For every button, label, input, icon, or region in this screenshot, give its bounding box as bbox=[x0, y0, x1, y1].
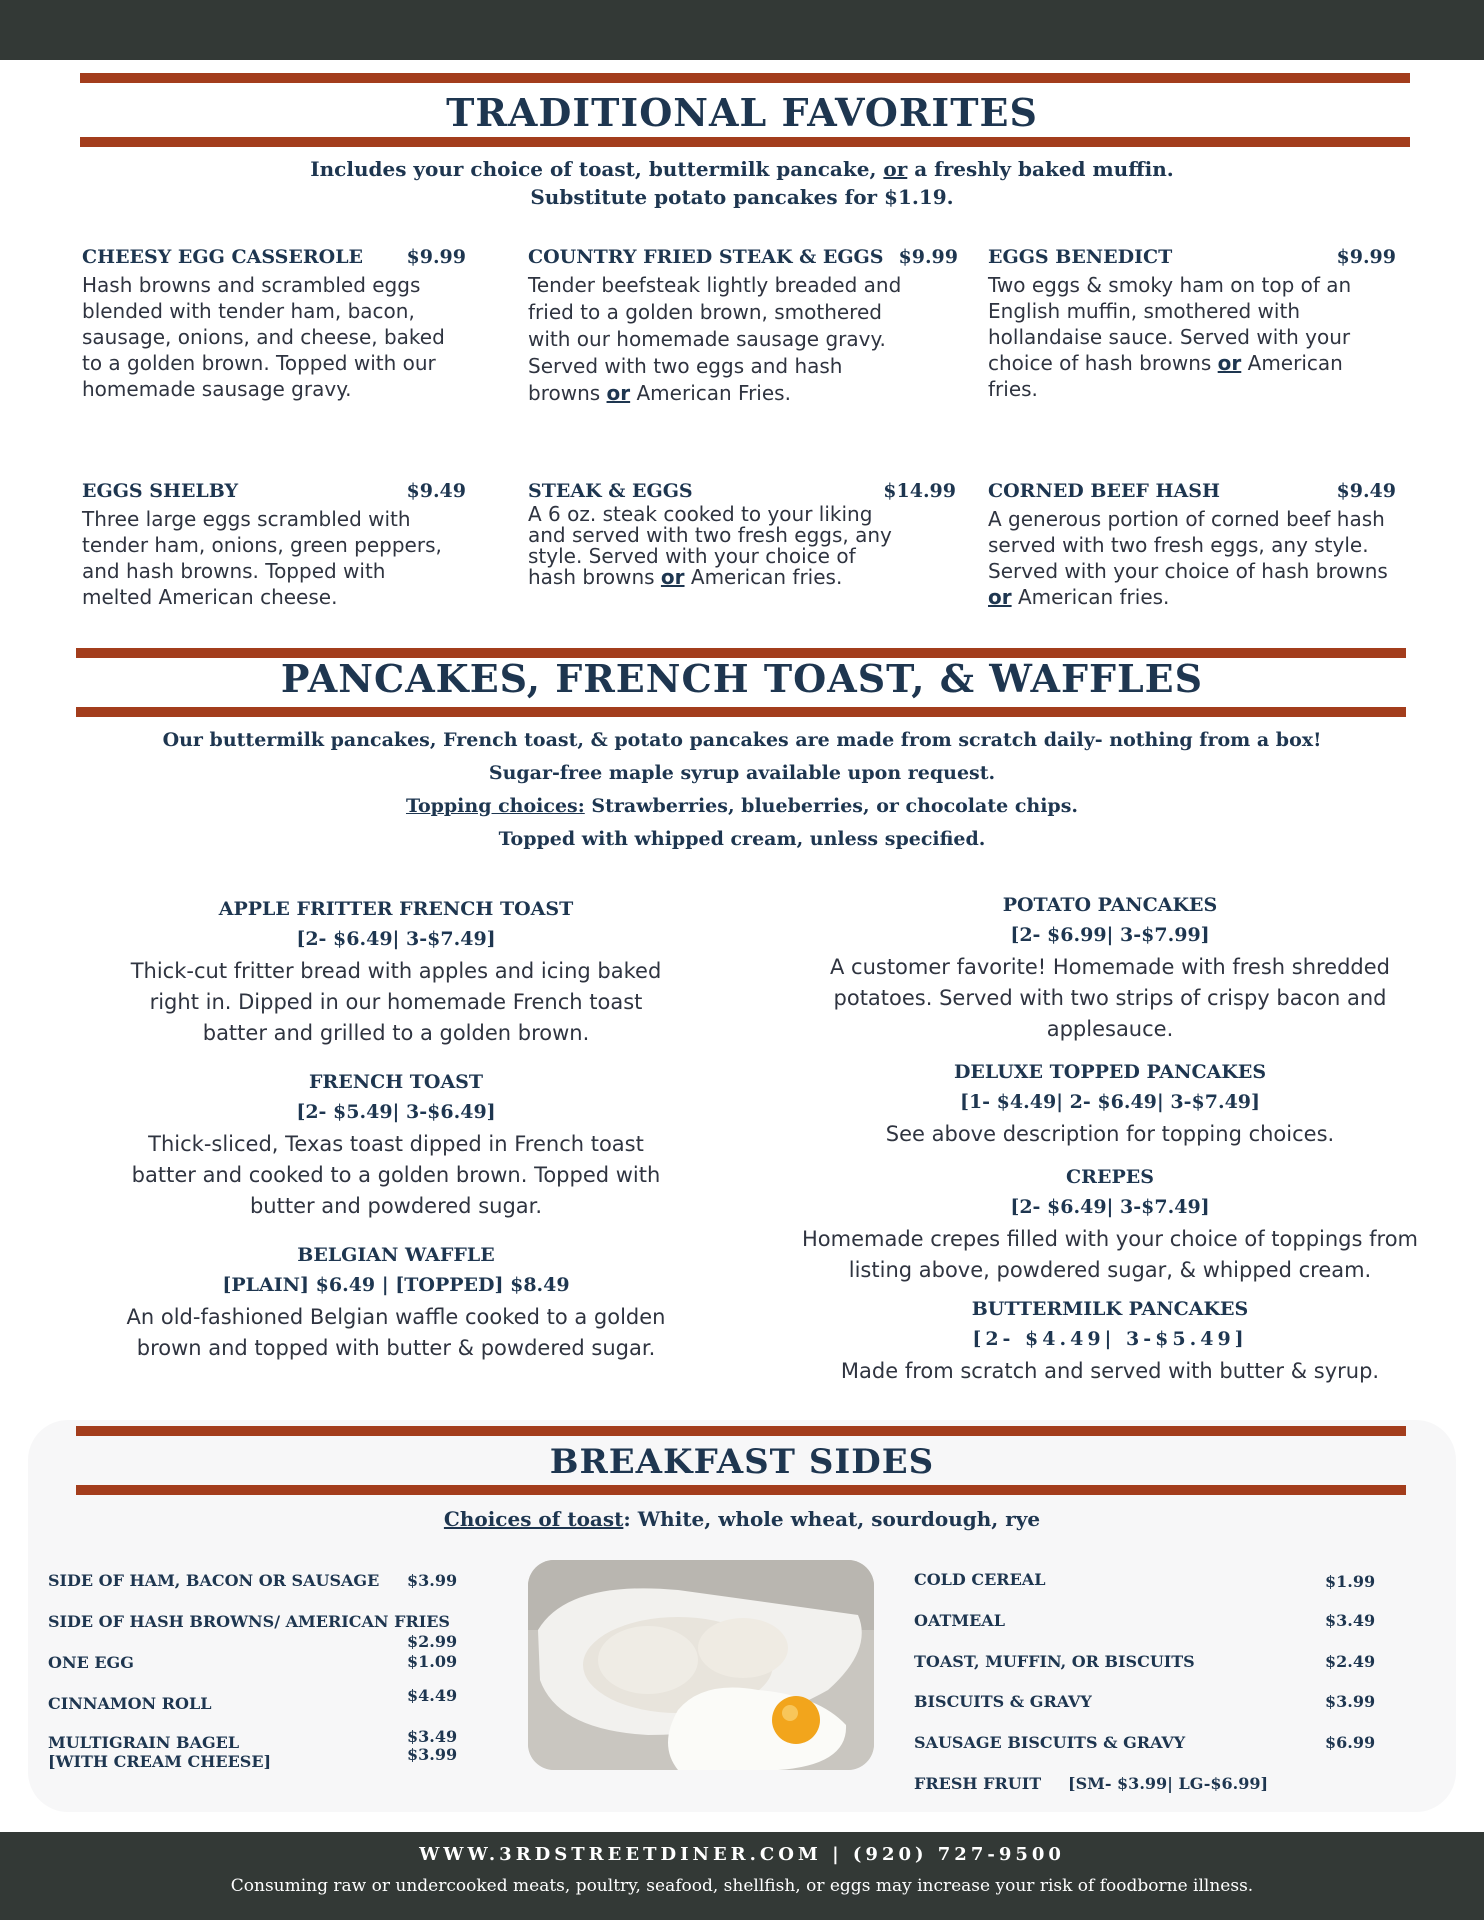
desc-or: or bbox=[660, 565, 685, 589]
food-photo bbox=[528, 1560, 874, 1770]
intro-text-2: a freshly baked muffin. bbox=[907, 157, 1174, 181]
topping-text: Strawberries, blueberries, or chocolate chips. bbox=[584, 795, 1079, 817]
item-desc: Three large eggs scrambled with tender ham, onions, green peppers, and hash browns. Topped with melted American cheese. bbox=[82, 507, 442, 609]
rule-sides-1 bbox=[76, 1426, 1406, 1436]
intro-text: Includes your choice of toast, buttermilk pancake, bbox=[310, 157, 884, 181]
menu-item bbox=[528, 244, 958, 407]
item-desc: Made from scratch and served with butter & syrup. bbox=[840, 1359, 1380, 1383]
item-name: EGGS SHELBY bbox=[82, 480, 239, 502]
desc-text-2: American Fries. bbox=[630, 381, 791, 405]
item-price: $9.99 bbox=[898, 246, 958, 268]
desc-text: Tender beefsteak lightly breaded and fried to a golden brown, smothered with our homemade sausage gravy. Served with two eggs and hash browns bbox=[528, 273, 902, 405]
desc-or: or bbox=[988, 585, 1012, 609]
item-price: $9.99 bbox=[406, 246, 466, 268]
item-name: CORNED BEEF HASH bbox=[988, 480, 1220, 502]
side-item-name: SAUSAGE BISCUITS & GRAVY bbox=[914, 1733, 1186, 1752]
menu-item bbox=[82, 244, 466, 402]
item-price: [PLAIN] $6.49 | [TOPPED] $8.49 bbox=[222, 1274, 570, 1296]
rule-pancakes-2 bbox=[76, 707, 1406, 717]
menu-item bbox=[988, 244, 1396, 402]
item-desc: An old-fashioned Belgian waffle cooked to a golden brown and topped with butter & powdered sugar. bbox=[126, 1305, 666, 1360]
menu-item bbox=[60, 894, 732, 1049]
intro-or: or bbox=[883, 157, 908, 181]
menu-item bbox=[772, 1294, 1448, 1387]
pancakes-intro bbox=[0, 724, 1484, 856]
item-name: CHEESY EGG CASSEROLE bbox=[82, 246, 364, 268]
item-name: APPLE FRITTER FRENCH TOAST bbox=[218, 898, 574, 920]
menu-item bbox=[772, 1162, 1448, 1286]
desc-text-2: American fries. bbox=[988, 351, 1343, 401]
item-name: CREPES bbox=[1066, 1166, 1154, 1188]
food-safety-disclaimer: Consuming raw or undercooked meats, poultry, seafood, shellfish, or eggs may increase your risk of foodborne illness. bbox=[230, 1876, 1254, 1896]
intro-substitute: Substitute potato pancakes for $1.19. bbox=[530, 185, 954, 209]
item-name: DELUXE TOPPED PANCAKES bbox=[953, 1061, 1267, 1083]
side-item-price: $4.49 bbox=[407, 1686, 458, 1705]
side-item-name: TOAST, MUFFIN, OR BISCUITS bbox=[914, 1652, 1195, 1671]
menu-item bbox=[988, 478, 1396, 610]
side-item-name: COLD CEREAL bbox=[914, 1570, 1046, 1589]
biscuits-gravy-photo bbox=[528, 1560, 874, 1770]
item-price: $9.49 bbox=[1336, 480, 1396, 502]
side-item-price: $2.99 bbox=[407, 1632, 458, 1651]
pancakes-intro-1: Our buttermilk pancakes, French toast, & potato pancakes are made from scratch daily- nothing from a box! bbox=[162, 729, 1322, 751]
item-name: FRENCH TOAST bbox=[308, 1071, 484, 1093]
desc-text-2: American fries. bbox=[1011, 585, 1170, 609]
side-item-name: MULTIGRAIN BAGEL bbox=[48, 1733, 240, 1752]
menu-item bbox=[528, 478, 956, 588]
desc-or: or bbox=[606, 381, 631, 405]
side-item-name: OATMEAL bbox=[914, 1611, 1005, 1630]
side-item-price: $3.49 bbox=[1325, 1611, 1376, 1630]
item-price: [1- $4.49| 2- $6.49| 3-$7.49] bbox=[959, 1091, 1261, 1113]
side-item-name: CINNAMON ROLL bbox=[48, 1694, 212, 1713]
toast-label: Choices of toast bbox=[443, 1507, 624, 1531]
side-item-price: $1.09 bbox=[407, 1652, 458, 1671]
top-bar bbox=[0, 0, 1484, 60]
item-name: EGGS BENEDICT bbox=[988, 246, 1173, 268]
topping-label: Topping choices: bbox=[405, 795, 585, 817]
rule-top-1 bbox=[80, 73, 1410, 83]
item-desc bbox=[988, 506, 1396, 610]
side-item-price: $3.99 bbox=[1325, 1692, 1376, 1711]
pancakes-intro-2: Sugar-free maple syrup available upon request. bbox=[488, 762, 996, 784]
sides-title: BREAKFAST SIDES bbox=[549, 1442, 935, 1482]
toast-choices bbox=[0, 1505, 1484, 1533]
traditional-title: TRADITIONAL FAVORITES bbox=[446, 90, 1038, 135]
item-desc: Thick-sliced, Texas toast dipped in French toast batter and cooked to a golden brown. Topped with butter and powdered sugar. bbox=[131, 1132, 661, 1218]
item-price: $9.99 bbox=[1336, 246, 1396, 268]
item-name: POTATO PANCAKES bbox=[1002, 894, 1218, 916]
item-desc: Homemade crepes filled with your choice of toppings from listing above, powdered sugar, & whipped cream. bbox=[801, 1227, 1418, 1282]
item-name: BUTTERMILK PANCAKES bbox=[971, 1298, 1249, 1320]
item-price: $9.49 bbox=[406, 480, 466, 502]
menu-item bbox=[60, 1240, 732, 1364]
side-item-name: BISCUITS & GRAVY bbox=[914, 1692, 1092, 1711]
side-item-price: $1.99 bbox=[1325, 1572, 1376, 1591]
side-item-name: SIDE OF HASH BROWNS/ AMERICAN FRIES bbox=[48, 1612, 450, 1631]
item-desc bbox=[528, 272, 908, 407]
side-item-price: $3.99 bbox=[407, 1571, 458, 1590]
item-price: [2- $6.49| 3-$7.49] bbox=[1010, 1196, 1210, 1218]
desc-text: Two eggs & smoky ham on top of an English muffin, smothered with hollandaise sauce. Served with your choice of hash browns bbox=[988, 273, 1352, 375]
item-name: COUNTRY FRIED STEAK & EGGS bbox=[528, 246, 884, 268]
item-desc: A customer favorite! Homemade with fresh shredded potatoes. Served with two strips of crispy bacon and applesauce. bbox=[829, 955, 1391, 1041]
item-price: [2- $4.49| 3-$5.49] bbox=[972, 1328, 1248, 1350]
item-price: [2- $6.99| 3-$7.99] bbox=[1010, 924, 1210, 946]
menu-item bbox=[82, 478, 466, 610]
desc-or: or bbox=[1217, 351, 1242, 375]
item-name: BELGIAN WAFFLE bbox=[297, 1244, 495, 1266]
toast-text: : White, whole wheat, sourdough, rye bbox=[623, 1507, 1041, 1531]
item-desc bbox=[528, 504, 908, 588]
item-name: STEAK & EGGS bbox=[528, 480, 693, 502]
side-item-price: [SM- $3.99| LG-$6.99] bbox=[1068, 1774, 1269, 1793]
item-desc: Thick-cut fritter bread with apples and icing baked right in. Dipped in our homemade French toast batter and grilled to a golden brown. bbox=[130, 959, 662, 1045]
item-price: [2- $6.49| 3-$7.49] bbox=[296, 928, 496, 950]
side-item-name: SIDE OF HAM, BACON OR SAUSAGE bbox=[48, 1571, 380, 1590]
side-item-price: $2.49 bbox=[1325, 1652, 1376, 1671]
rule-sides-2 bbox=[76, 1485, 1406, 1495]
desc-text: A generous portion of corned beef hash served with two fresh eggs, any style. Served with your choice of hash browns bbox=[988, 507, 1388, 583]
item-desc bbox=[988, 272, 1396, 402]
side-item-price: $3.49 bbox=[407, 1727, 458, 1746]
side-item-price: $6.99 bbox=[1325, 1733, 1376, 1752]
side-item-price-2: $3.99 bbox=[407, 1745, 458, 1764]
pancakes-left-column bbox=[60, 894, 732, 1382]
item-price: $14.99 bbox=[883, 480, 956, 502]
item-desc: Hash browns and scrambled eggs blended with tender ham, bacon, sausage, onions, and cheese, baked to a golden brown. Topped with our homemade sausage gravy. bbox=[82, 273, 445, 401]
rule-top-2 bbox=[80, 137, 1410, 147]
pancakes-right-column bbox=[772, 890, 1448, 1387]
pancakes-intro-4: Topped with whipped cream, unless specified. bbox=[498, 828, 986, 850]
side-item-name: ONE EGG bbox=[48, 1653, 134, 1672]
traditional-intro bbox=[0, 155, 1484, 211]
website-phone: WWW.3RDSTREETDINER.COM | (920) 727-9500 bbox=[419, 1844, 1065, 1865]
item-price: [2- $5.49| 3-$6.49] bbox=[296, 1101, 496, 1123]
side-item-name: FRESH FRUIT bbox=[914, 1774, 1042, 1793]
pancakes-title: PANCAKES, FRENCH TOAST, & WAFFLES bbox=[280, 656, 1204, 701]
desc-text: A 6 oz. steak cooked to your liking and served with two fresh eggs, any style. Served with your choice of hash browns bbox=[528, 502, 892, 589]
menu-item bbox=[772, 890, 1448, 1045]
item-desc: See above description for topping choices. bbox=[885, 1122, 1335, 1146]
desc-text-2: American fries. bbox=[684, 565, 843, 589]
side-item-name-2: [WITH CREAM CHEESE] bbox=[48, 1752, 272, 1771]
menu-item bbox=[772, 1057, 1448, 1150]
menu-item bbox=[60, 1067, 732, 1222]
